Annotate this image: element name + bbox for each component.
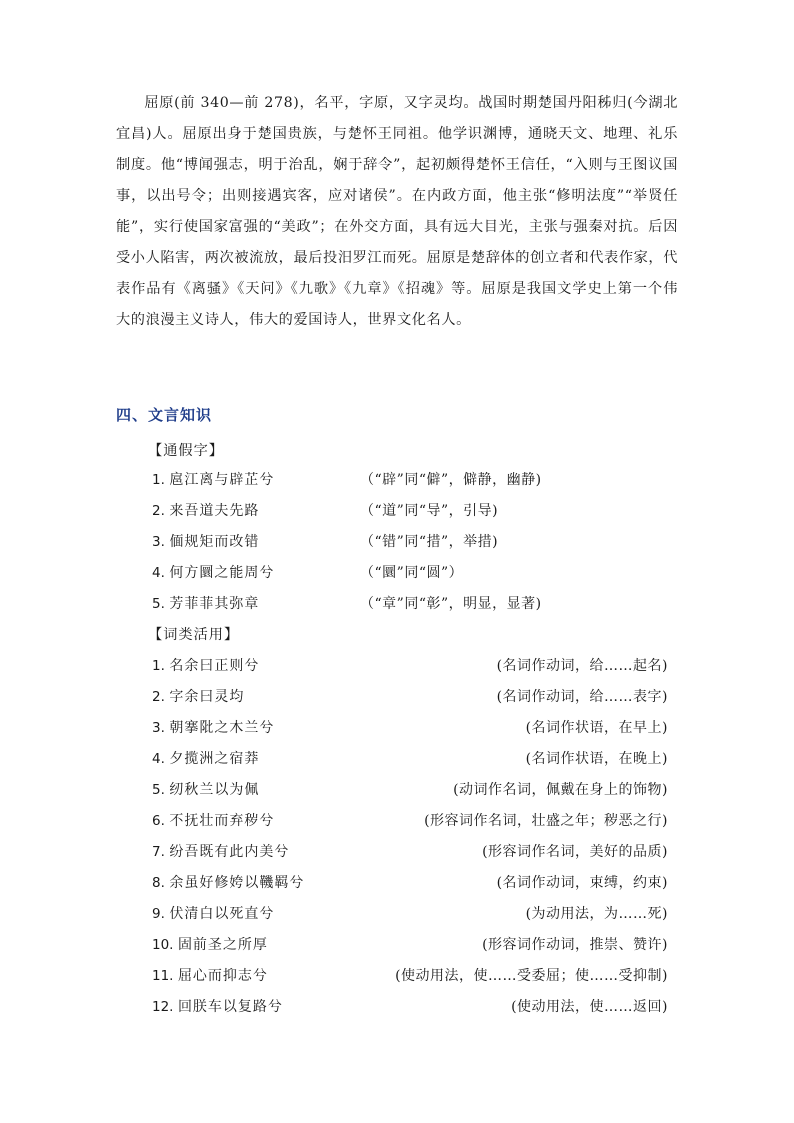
item-note: (名词作动词，给……起名) — [496, 658, 668, 674]
item-note: (为动用法，为……死) — [525, 906, 668, 922]
intro-paragraph: 屈原(前 340—前 278)，名平，字原，又字灵均。战国时期楚国丹阳秭归(今湖北宜昌)人。屈原出身于楚国贵族，与楚怀王同祖。他学识渊博，通晓天文、地理、礼乐制度。他“博闻强志，明于治乱，娴于辞令”，起初颇得楚怀王信任，“入则与王图议国事，以出号令；出则接遇宾客，应对诸侯”。在内政方面，他主张“修明法度”“举贤任能”，实行使国家富强的“美政”；在外交方面，具有远大目光，主张与强秦对抗。后因受小人陷害，两次被流放，最后投汨罗江而死。屈原是楚辞体的创立者和代表作家，代表作品有《离骚》《天问》《九歌》《九章》《招魂》等。屈原是我国文学史上第一个伟大的浪漫主义诗人，伟大的爱国诗人，世界文化名人。 — [116, 95, 678, 328]
cilei-row — [152, 902, 668, 926]
item-text: 不抚壮而弃秽兮 — [169, 813, 275, 829]
item-number: 1. — [152, 472, 165, 488]
cilei-heading: 【词类活用】 — [148, 627, 240, 643]
tongjia-row — [152, 499, 668, 523]
item-number: 3. — [152, 720, 165, 736]
item-note: （“辟”同“僻”，僻静，幽静) — [360, 472, 542, 488]
item-number: 8. — [152, 875, 165, 891]
item-note: (形容词作动词，推崇、赞许) — [482, 937, 668, 953]
item-text: 扈江离与辟芷兮 — [169, 472, 275, 488]
item-text: 朝搴阰之木兰兮 — [169, 720, 275, 736]
item-note: (名词作状语，在早上) — [525, 720, 668, 736]
item-text: 字余曰灵均 — [169, 689, 245, 705]
item-note: (形容词作名词，壮盛之年；秽恶之行) — [424, 813, 668, 829]
tongjia-row — [152, 592, 668, 616]
tongjia-row — [152, 468, 668, 492]
item-number: 2. — [152, 689, 165, 705]
item-text: 余虽好修姱以鞿羁兮 — [169, 875, 305, 891]
item-number: 10. — [152, 937, 174, 953]
item-text: 来吾道夫先路 — [169, 503, 260, 519]
cilei-row — [152, 964, 668, 988]
item-number: 3. — [152, 534, 165, 550]
item-note: (动词作名词，佩戴在身上的饰物) — [453, 782, 668, 798]
item-text: 固前圣之所厚 — [177, 937, 268, 953]
item-number: 4. — [152, 751, 165, 767]
item-number: 1. — [152, 658, 165, 674]
item-number: 6. — [152, 813, 165, 829]
tongjia-row — [152, 561, 668, 585]
item-note: (名词作动词，给……表字) — [496, 689, 668, 705]
tongjia-row — [152, 530, 668, 554]
item-number: 2. — [152, 503, 165, 519]
item-number: 9. — [152, 906, 165, 922]
cilei-row — [152, 654, 668, 678]
cilei-row — [152, 747, 668, 771]
item-text: 伏清白以死直兮 — [169, 906, 275, 922]
item-note: (名词作动词，束缚，约束) — [496, 875, 668, 891]
item-number: 11. — [152, 968, 174, 984]
cilei-row — [152, 716, 668, 740]
item-text: 夕揽洲之宿莽 — [169, 751, 260, 767]
item-note: （“错”同“措”，举措) — [360, 534, 499, 550]
item-number: 7. — [152, 844, 165, 860]
item-text: 纷吾既有此内美兮 — [169, 844, 290, 860]
item-note: (名词作状语，在晚上) — [525, 751, 668, 767]
item-note: (使动用法，使……返回) — [511, 999, 668, 1015]
tongjia-heading: 【通假字】 — [148, 443, 224, 459]
cilei-row — [152, 840, 668, 864]
item-text: 偭规矩而改错 — [169, 534, 260, 550]
cilei-row — [152, 778, 668, 802]
cilei-row — [152, 871, 668, 895]
item-text: 何方圜之能周兮 — [169, 565, 275, 581]
cilei-row — [152, 685, 668, 709]
item-number: 12. — [152, 999, 174, 1015]
item-text: 屈心而抑志兮 — [177, 968, 268, 984]
item-note: (形容词作名词，美好的品质) — [482, 844, 668, 860]
item-number: 4. — [152, 565, 165, 581]
cilei-row — [152, 809, 668, 833]
cilei-row — [152, 995, 668, 1019]
item-note: （“道”同“导”，引导) — [360, 503, 499, 519]
item-note: （“章”同“彰”，明显，显著) — [360, 596, 542, 612]
item-note: (使动用法，使……受委屈；使……受抑制) — [395, 968, 668, 984]
item-text: 纫秋兰以为佩 — [169, 782, 260, 798]
item-text: 回朕车以复路兮 — [177, 999, 283, 1015]
cilei-row — [152, 933, 668, 957]
section-heading: 四、文言知识 — [116, 406, 213, 424]
item-number: 5. — [152, 782, 165, 798]
item-note: （“圜”同“圆”） — [360, 565, 464, 581]
item-number: 5. — [152, 596, 165, 612]
item-text: 芳菲菲其弥章 — [169, 596, 260, 612]
item-text: 名余曰正则兮 — [169, 658, 260, 674]
